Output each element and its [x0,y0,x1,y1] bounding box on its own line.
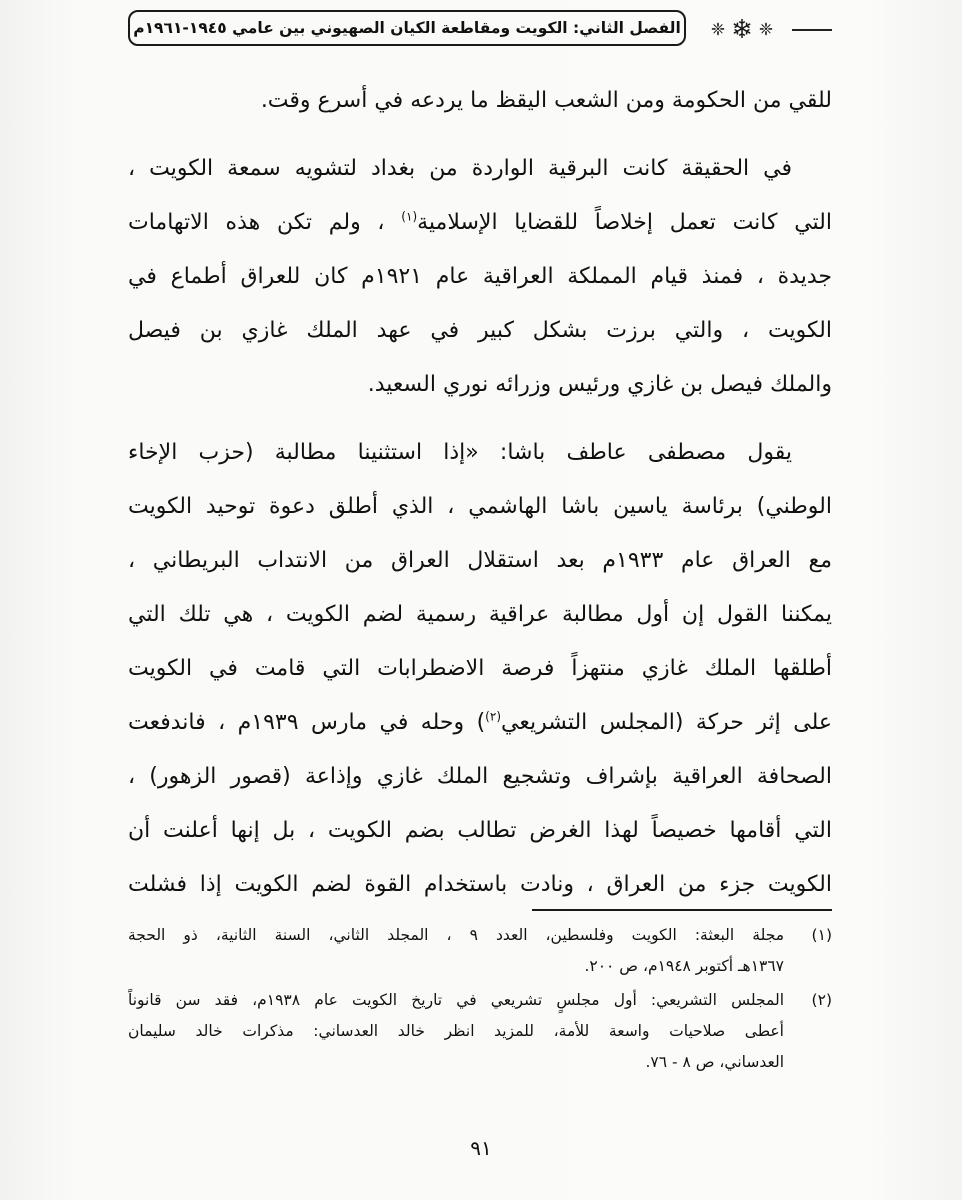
text-line: التي أقامها خصيصاً لهذا الغرض تطالب بضم الكويت ، بل إنها أعلنت أن [128,818,832,843]
footnote-ref: (١) [401,209,418,224]
ornament-flower-icon: ❈ [758,19,774,40]
paragraph [128,142,832,412]
main-text [128,74,832,912]
footnote-number: (٢) [811,991,832,1009]
paragraph [128,74,832,128]
text-line: والملك فيصل بن غازي ورئيس وزرائه نوري السعيد. [367,372,832,397]
footnote-separator [532,909,832,911]
text-line [128,696,832,750]
text-segment: التي كانت تعمل إخلاصاً للقضايا الإسلامية [417,210,832,235]
text-line: الكويت ، والتي برزت بشكل كبير في عهد الملك غازي بن فيصل [128,318,832,343]
footnote-line: المجلس التشريعي: أول مجلسٍ تشريعي في تاريخ الكويت عام ١٩٣٨م، فقد سن قانوناً [128,991,784,1009]
text-line: يمكننا القول إن أول مطالبة عراقية رسمية لضم الكويت ، هي تلك التي [128,602,832,627]
footnote-line: ١٣٦٧هـ أكتوبر ١٩٤٨م، ص ٢٠٠. [584,957,784,975]
text-segment: ، ولم تكن هذه الاتهامات [128,210,385,235]
text-line: الكويت جزء من العراق ، ونادت باستخدام القوة لضم الكويت إذا فشلت [128,872,832,897]
text-line: الصحافة العراقية بإشراف وتشجيع الملك غازي وإذاعة (قصور الزهور) ، [128,764,832,789]
paragraph [128,426,832,912]
text-line [128,196,832,250]
text-line: يقول مصطفى عاطف باشا: «إذا استثنينا مطالبة (حزب الإخاء [128,440,792,465]
text-segment: على إثر حركة (المجلس التشريعي [501,710,832,735]
header-rule [792,29,832,31]
text-line: جديدة ، فمنذ قيام المملكة العراقية عام ١٩٢١م كان للعراق أطماع في [128,264,832,289]
text-segment: ) وحله في مارس ١٩٣٩م ، فاندفعت [128,710,486,735]
text-line: مع العراق عام ١٩٣٣م بعد استقلال العراق من الانتداب البريطاني ، [128,548,832,573]
chapter-title: الفصل الثاني: الكويت ومقاطعة الكيان الصهيوني بين عامي ١٩٤٥-١٩٦١م [133,19,681,37]
ornament-snowflake-icon: ❄ [731,15,753,45]
text-line: أطلقها الملك غازي منتهزاً فرصة الاضطرابات التي قامت في الكويت [128,656,832,681]
footnote-line: العدساني، ص ٨ - ٧٦. [645,1053,784,1071]
text-line: للقي من الحكومة ومن الشعب اليقظ ما يردعه في أسرع وقت. [260,88,832,113]
footnote [128,985,832,1078]
chapter-title-box [128,10,686,46]
footnote-line: أعطى صلاحيات واسعة للأمة، للمزيد انظر خالد العدساني: مذكرات خالد سليمان [128,1022,784,1040]
footnotes [128,920,832,1081]
text-line: الوطني) برئاسة ياسين باشا الهاشمي ، الذي أطلق دعوة توحيد الكويت [128,494,832,519]
footnote-number: (١) [811,926,832,944]
ornament-flower-icon: ❈ [710,19,726,40]
footnote-ref: (٢) [485,709,501,724]
page-number: ٩١ [470,1136,492,1160]
header-ornaments [692,12,792,48]
running-header [128,10,832,50]
text-line: في الحقيقة كانت البرقية الواردة من بغداد لتشويه سمعة الكويت ، [128,156,792,181]
footnote-line: مجلة البعثة: الكويت وفلسطين، العدد ٩ ، المجلد الثاني، السنة الثانية، ذو الحجة [128,926,784,944]
footnote [128,920,832,982]
